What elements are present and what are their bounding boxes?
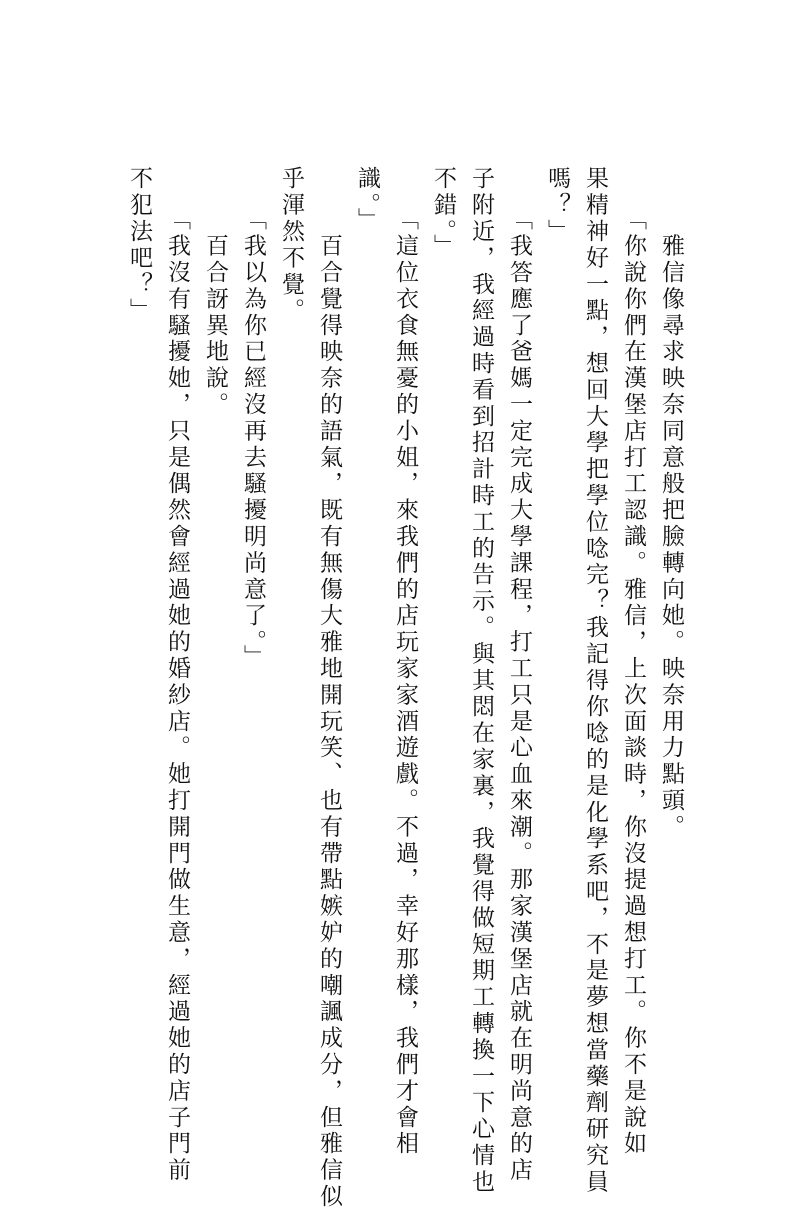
text-column-9: 識。」 <box>354 166 380 234</box>
text-column-6: 子附近，我經過時看到招計時工的告示。與其悶在家裏，我覺得做短期工轉換一下心情也 <box>468 166 494 1196</box>
text-column-10: 百合覺得映奈的語氣，既有無傷大雅地開玩笑、也有帶點嫉妒的嘲諷成分，但雅信似 <box>316 207 342 1210</box>
text-column-15: 不犯法吧？」 <box>126 166 152 325</box>
text-column-7: 不錯。」 <box>430 166 456 261</box>
text-column-5: 「我答應了爸媽一定完成大學課程，打工只是心血來潮。那家漢堡店就在明尚意的店 <box>506 207 532 1184</box>
text-column-11: 乎渾然不覺。 <box>278 166 304 325</box>
text-column-2: 「你說你們在漢堡店打工認識。雅信，上次面談時，你沒提過想打工。你不是說如 <box>620 207 646 1158</box>
text-column-13: 百合訝異地說。 <box>202 207 228 419</box>
text-column-12: 「我以為你已經沒再去騷擾明尚意了。」 <box>240 207 266 671</box>
text-column-14: 「我沒有騷擾她，只是偶然會經過她的婚紗店。她打開門做生意，經過她的店子門前 <box>164 207 190 1184</box>
text-column-1: 雅信像尋求映奈同意般把臉轉向她。映奈用力點頭。 <box>658 207 684 841</box>
text-column-3: 果精神好一點，想回大學把學位唸完？我記得你唸的是化學系吧，不是夢想當藥劑研究員 <box>582 166 608 1196</box>
text-column-4: 嗎？」 <box>544 166 570 246</box>
text-column-8: 「這位衣食無憂的小姐，來我們的店玩家家酒遊戲。不過，幸好那樣，我們才會相 <box>392 207 418 1158</box>
